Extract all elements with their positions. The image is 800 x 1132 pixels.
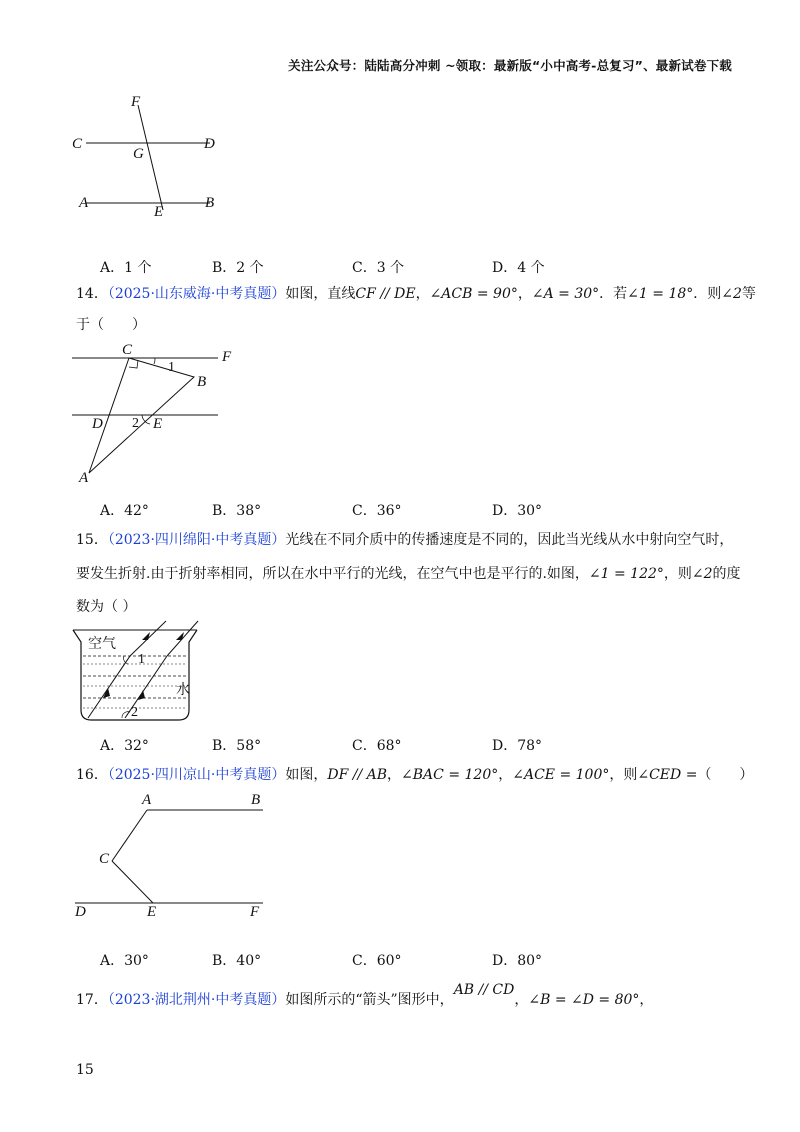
q16-label-e: E: [147, 904, 157, 920]
page-number: 15: [76, 1062, 94, 1078]
q15-text1: 光线在不同介质中的传播速度是不同的，因此当光线从水中射向空气时，: [285, 532, 734, 548]
q15-cond2: ∠2: [691, 566, 713, 582]
q13-label-c: C: [72, 136, 83, 152]
q16-label-c: C: [99, 851, 110, 867]
q16-option-b[interactable]: B．40°: [212, 953, 262, 969]
q16-figure: [60, 800, 280, 920]
q13-label-f: F: [131, 94, 141, 110]
q13-label-a: A: [79, 195, 89, 211]
q14-cond5: ∠2: [721, 286, 742, 302]
q14-cond4: ∠1 = 18°: [627, 286, 694, 302]
q15-option-d[interactable]: D．78°: [492, 738, 543, 754]
q16-option-c[interactable]: C．60°: [352, 953, 402, 969]
q15-text2a: 要发生折射.由于折射率相同，所以在水中平行的光线，在空气中也是平行的.如图，: [76, 566, 589, 582]
q17-sep2: ，: [639, 992, 654, 1008]
q16-label-d: D: [75, 904, 86, 920]
q14-label-e: E: [153, 416, 163, 432]
q15-label-air: 空气: [88, 636, 116, 652]
q13-option-c[interactable]: C．3 个: [352, 260, 405, 276]
q15-stem-line2: [76, 564, 741, 584]
q16-sep1: ，: [387, 767, 402, 783]
q14-text2: ．若: [599, 286, 628, 302]
q17-number: 17．: [76, 992, 108, 1008]
q13-label-e: E: [154, 204, 164, 220]
q14-text1: 如图，直线: [285, 286, 356, 302]
q16-cond1: DF // AB: [327, 767, 388, 783]
q14-label-d: D: [92, 416, 103, 432]
q15-stem-line3: 数为（ ）: [76, 599, 137, 615]
q15-stem-line1: [76, 530, 733, 550]
q16-stem-line1: [76, 765, 753, 785]
q17-cond2: ∠B = ∠D = 80°: [528, 992, 640, 1008]
q14-number: 14．: [76, 286, 108, 302]
q16-option-a[interactable]: A．30°: [100, 953, 149, 969]
q15-option-b[interactable]: B．58°: [212, 738, 262, 754]
q15-option-a[interactable]: A．32°: [100, 738, 149, 754]
q13-label-d: D: [204, 136, 215, 152]
q16-sep2: ，: [498, 767, 513, 783]
q15-label-angle1: 1: [138, 652, 145, 667]
q15-number: 15．: [76, 532, 108, 548]
q14-cond1: CF // DE: [355, 286, 416, 302]
q14-text4: 等: [741, 286, 756, 302]
q15-cond1: ∠1 = 122°: [588, 566, 664, 582]
q15-option-c[interactable]: C．68°: [352, 738, 402, 754]
q14-label-angle2: 2: [132, 416, 139, 431]
q17-source: （2023·湖北荆州·中考真题）: [107, 992, 286, 1008]
q14-stem-line2: 于（ ）: [76, 317, 146, 333]
q15-label-angle2: 2: [131, 705, 138, 720]
q15-text2b: ，则: [663, 566, 692, 582]
q14-sep2: ，: [517, 286, 532, 302]
q16-text2: ，则: [609, 767, 638, 783]
q13-option-a[interactable]: A．1 个: [100, 260, 152, 276]
q14-sep1: ，: [415, 286, 430, 302]
q15-source: （2023·四川绵阳·中考真题）: [107, 532, 286, 548]
q16-source: （2025·四川凉山·中考真题）: [107, 767, 286, 783]
page-header: 关注公众号：陆陆高分冲刺 ~领取：最新版“小中高考-总复习”、最新试卷下载: [288, 58, 732, 73]
q16-cond2: ∠BAC = 120°: [401, 767, 499, 783]
q14-cond3: ∠A = 30°: [531, 286, 600, 302]
q16-label-b: B: [251, 792, 261, 808]
q14-stem-line1: [76, 284, 756, 304]
q17-text1: 如图所示的“箭头”图形中，: [285, 992, 454, 1008]
q16-cond4: ∠CED =: [637, 767, 698, 783]
q13-option-b[interactable]: B．2 个: [212, 260, 264, 276]
q14-label-a: A: [79, 470, 89, 486]
q17-cond1: AB // CD: [453, 982, 515, 998]
q15-label-water: 水: [176, 682, 190, 698]
q14-option-a[interactable]: A．42°: [100, 503, 149, 519]
q16-label-f: F: [250, 904, 260, 920]
q17-sep1: ，: [514, 992, 529, 1008]
q14-label-angle1: 1: [168, 360, 175, 375]
q14-text3: ．则: [693, 286, 722, 302]
q14-label-b: B: [197, 374, 207, 390]
q14-option-b[interactable]: B．38°: [212, 503, 262, 519]
q13-label-g: G: [133, 146, 144, 162]
q16-text3: （ ）: [697, 767, 754, 783]
q13-label-b: B: [205, 195, 215, 211]
q16-number: 16．: [76, 767, 108, 783]
q14-label-c: C: [122, 342, 133, 358]
q17-stem-line1: [76, 982, 654, 1010]
q16-option-d[interactable]: D．80°: [492, 953, 543, 969]
q15-text2c: 的度: [712, 566, 741, 582]
q16-text1: 如图，: [285, 767, 328, 783]
q14-option-d[interactable]: D．30°: [492, 503, 543, 519]
q14-source: （2025·山东威海·中考真题）: [107, 286, 286, 302]
q14-label-f: F: [222, 349, 232, 365]
q16-label-a: A: [142, 792, 152, 808]
q13-option-d[interactable]: D．4 个: [492, 260, 545, 276]
q14-option-c[interactable]: C．36°: [352, 503, 402, 519]
q14-cond2: ∠ACB = 90°: [429, 286, 518, 302]
q16-cond3: ∠ACE = 100°: [512, 767, 610, 783]
